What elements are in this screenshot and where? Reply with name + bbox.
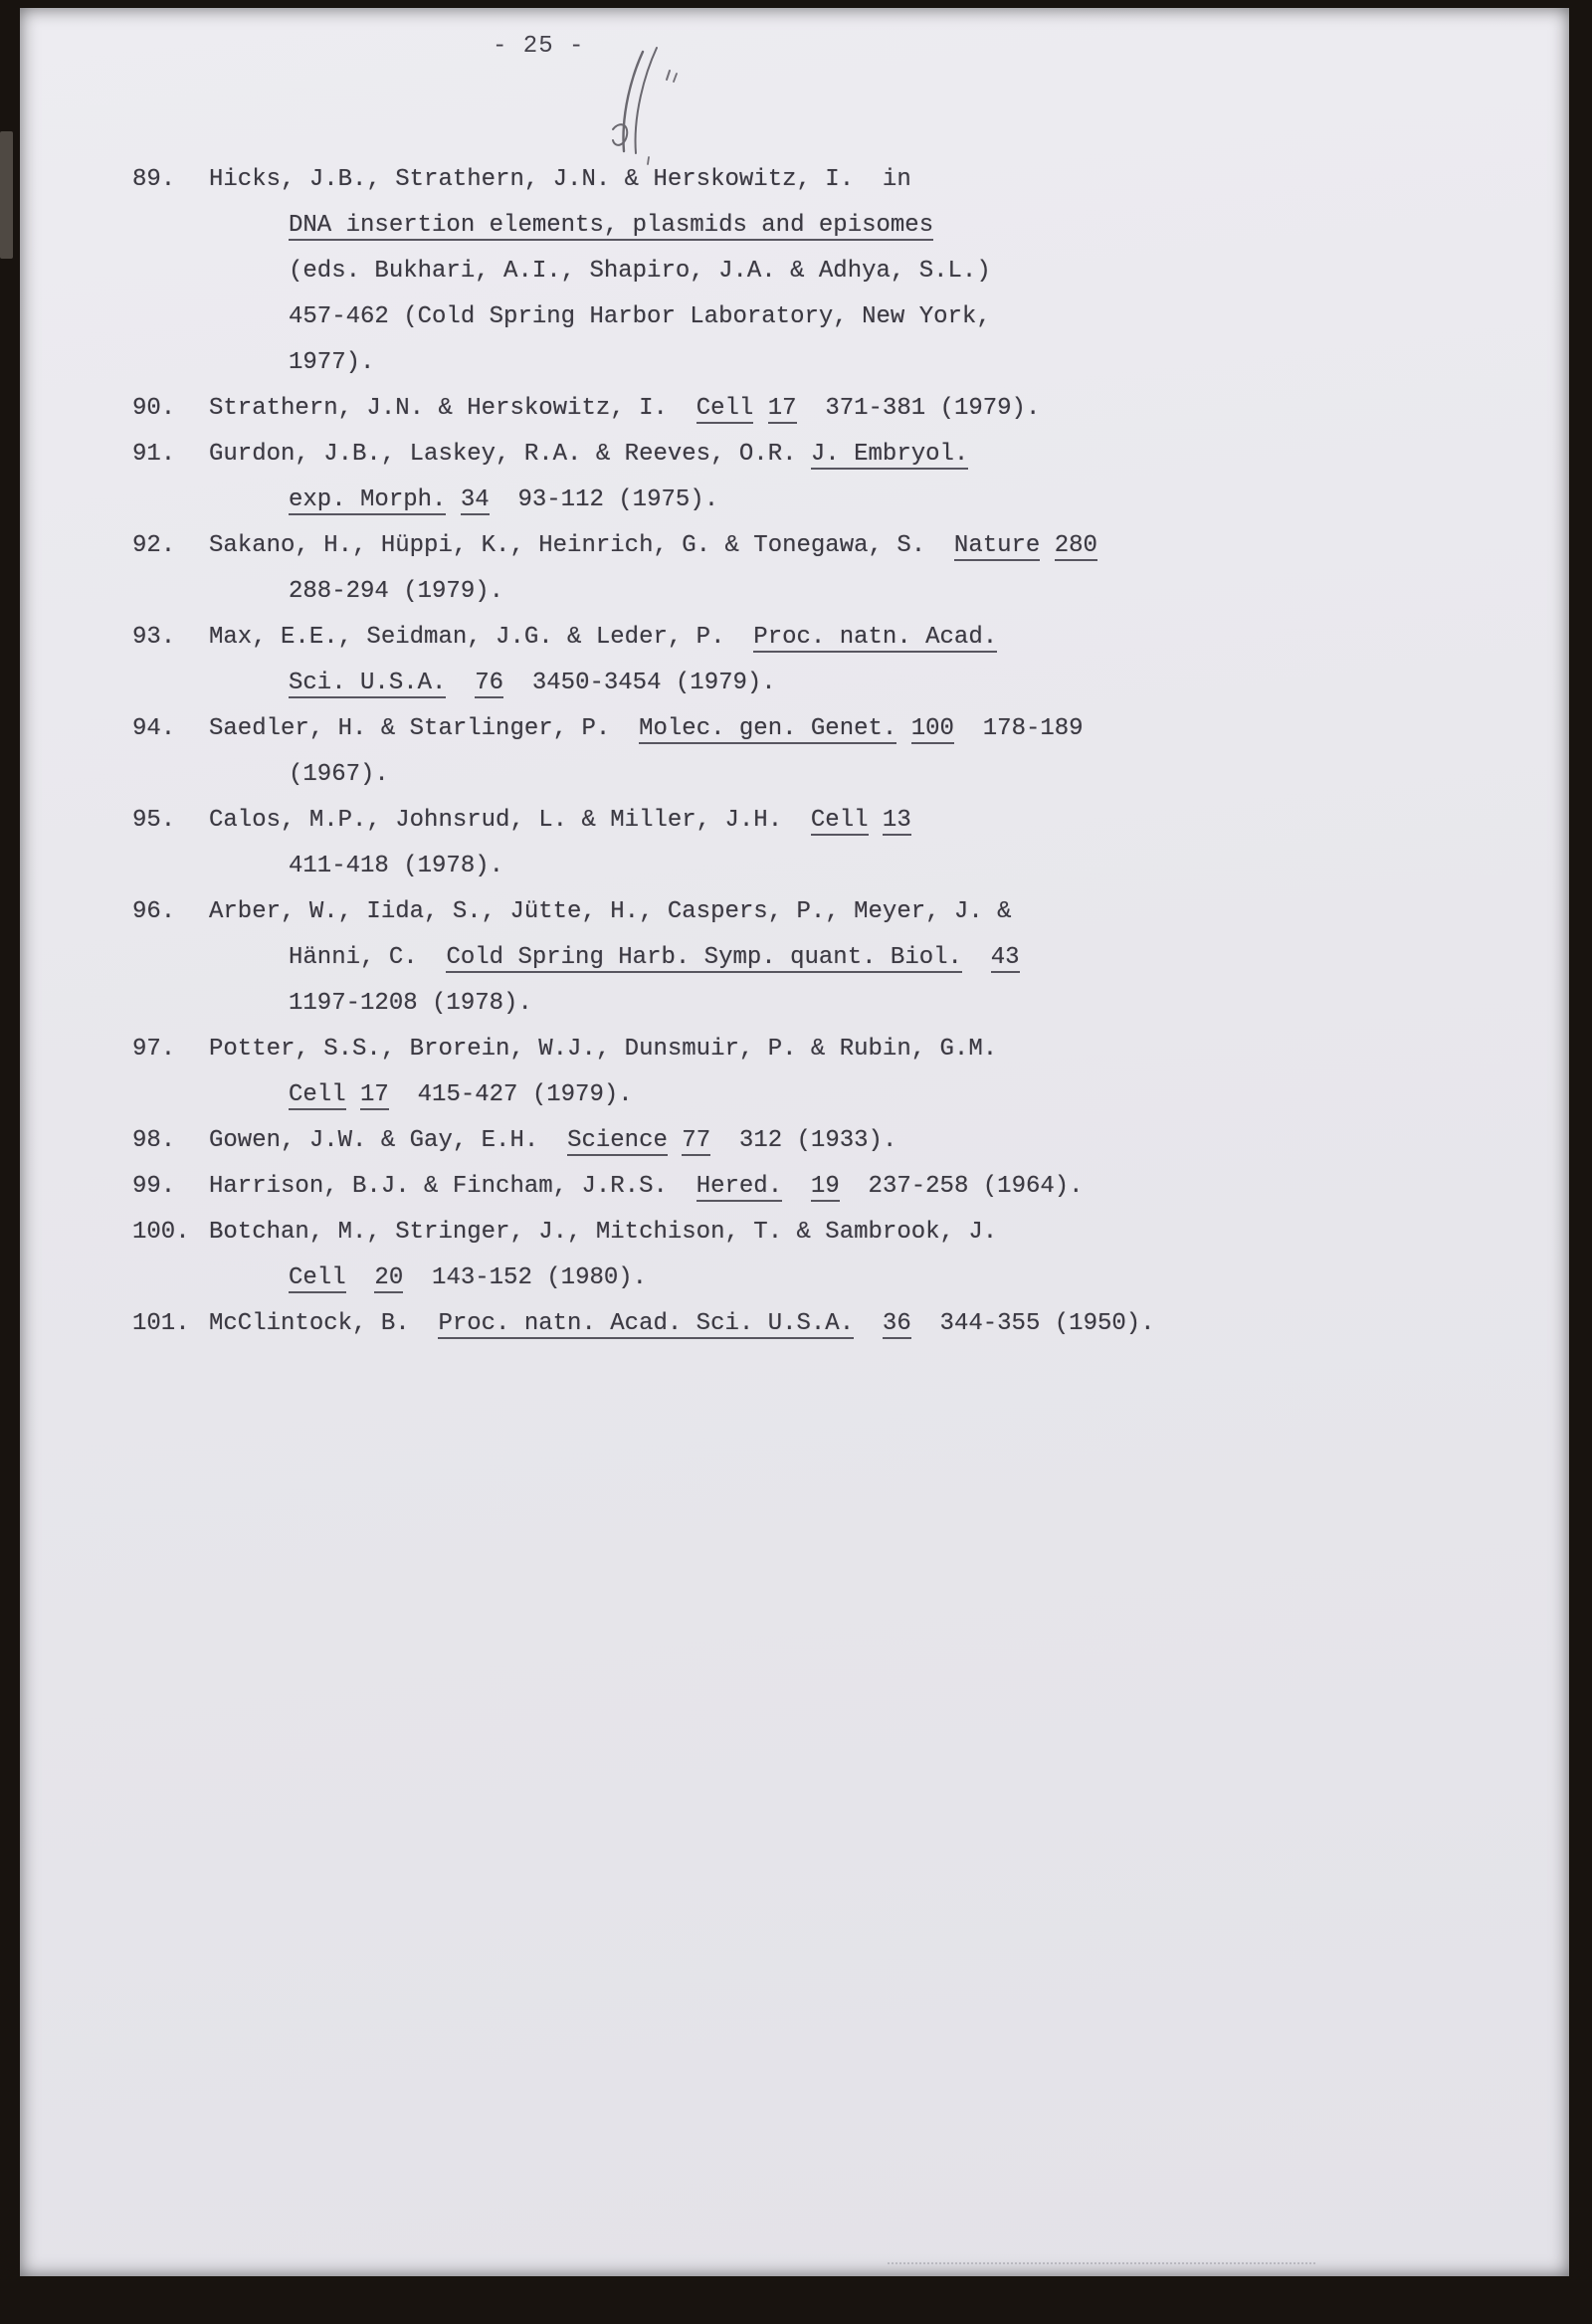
reference-item bbox=[132, 798, 1456, 889]
citation-text bbox=[753, 395, 767, 422]
reference-text bbox=[209, 523, 1456, 615]
citation-text bbox=[668, 1127, 682, 1154]
underlined-citation-text: Sci. U.S.A. bbox=[289, 670, 447, 696]
reference-line bbox=[209, 386, 1456, 432]
reference-line bbox=[209, 478, 1456, 523]
underlined-citation-text: 280 bbox=[1054, 532, 1097, 559]
reference-number: 92. bbox=[132, 532, 176, 559]
reference-item bbox=[132, 386, 1456, 432]
reference-number: 94. bbox=[132, 715, 176, 742]
reference-line bbox=[209, 340, 1456, 386]
citation-text: 178-189 bbox=[953, 715, 1084, 742]
underlined-citation-text: Proc. natn. Acad. Sci. U.S.A. bbox=[438, 1310, 855, 1337]
reference-line bbox=[209, 1164, 1456, 1210]
underlined-citation-text: Science bbox=[567, 1127, 668, 1154]
underlined-citation-text: Cell bbox=[289, 1264, 346, 1291]
reference-line bbox=[209, 432, 1456, 478]
reference-item bbox=[132, 157, 1456, 386]
reference-number: 95. bbox=[132, 807, 176, 834]
reference-number: 91. bbox=[132, 441, 176, 468]
reference-text bbox=[209, 1118, 1456, 1164]
reference-line bbox=[209, 294, 1456, 340]
citation-text bbox=[869, 807, 883, 834]
underlined-citation-text: 77 bbox=[682, 1127, 711, 1154]
scan-artifact-line bbox=[888, 2262, 1315, 2264]
reference-line bbox=[209, 706, 1456, 752]
reference-line bbox=[209, 523, 1456, 569]
reference-line bbox=[209, 1072, 1456, 1118]
citation-text: 371-381 (1979). bbox=[796, 395, 1041, 422]
underlined-citation-text: Cell bbox=[289, 1081, 346, 1108]
reference-line bbox=[209, 249, 1456, 294]
reference-item bbox=[132, 1027, 1456, 1118]
reference-line bbox=[209, 569, 1456, 615]
citation-text bbox=[896, 715, 910, 742]
document-page bbox=[20, 8, 1569, 2276]
citation-text bbox=[346, 1264, 375, 1291]
reference-item bbox=[132, 889, 1456, 1027]
citation-text: 288-294 (1979). bbox=[289, 578, 504, 605]
citation-text: 344-355 (1950). bbox=[910, 1310, 1155, 1337]
reference-line bbox=[209, 157, 1456, 203]
reference-line bbox=[209, 752, 1456, 798]
citation-text: 312 (1933). bbox=[710, 1127, 897, 1154]
citation-text: Sakano, H., Hüppi, K., Heinrich, G. & Tonegawa, S. bbox=[209, 532, 954, 559]
citation-text: Potter, S.S., Brorein, W.J., Dunsmuir, P. & Rubin, G.M. bbox=[209, 1036, 998, 1063]
underlined-citation-text: 34 bbox=[460, 486, 490, 513]
underlined-citation-text: Cold Spring Harb. Symp. quant. Biol. bbox=[446, 944, 962, 971]
underlined-citation-text: Molec. gen. Genet. bbox=[639, 715, 897, 742]
citation-text: (1967). bbox=[289, 761, 389, 788]
underlined-citation-text: exp. Morph. bbox=[289, 486, 447, 513]
reference-line bbox=[209, 844, 1456, 889]
citation-text: Harrison, B.J. & Fincham, J.R.S. bbox=[209, 1173, 696, 1200]
citation-text: Strathern, J.N. & Herskowitz, I. bbox=[209, 395, 696, 422]
reference-line bbox=[209, 1301, 1456, 1347]
citation-text: 237-258 (1964). bbox=[839, 1173, 1084, 1200]
citation-text: Gowen, J.W. & Gay, E.H. bbox=[209, 1127, 568, 1154]
citation-text bbox=[854, 1310, 883, 1337]
citation-text bbox=[346, 1081, 360, 1108]
reference-line bbox=[209, 981, 1456, 1027]
references-list bbox=[132, 157, 1456, 1347]
reference-text bbox=[209, 1027, 1456, 1118]
underlined-citation-text: 17 bbox=[360, 1081, 389, 1108]
reference-line bbox=[209, 889, 1456, 935]
reference-item bbox=[132, 1210, 1456, 1301]
citation-text: Saedler, H. & Starlinger, P. bbox=[209, 715, 640, 742]
reference-text bbox=[209, 615, 1456, 706]
reference-number: 99. bbox=[132, 1173, 176, 1200]
reference-text bbox=[209, 1164, 1456, 1210]
tape-mark bbox=[0, 131, 13, 259]
reference-line bbox=[209, 661, 1456, 706]
reference-number: 89. bbox=[132, 166, 176, 193]
reference-number: 101. bbox=[132, 1310, 190, 1337]
citation-text: 3450-3454 (1979). bbox=[503, 670, 776, 696]
reference-text bbox=[209, 432, 1456, 523]
reference-text bbox=[209, 798, 1456, 889]
citation-text: Calos, M.P., Johnsrud, L. & Miller, J.H. bbox=[209, 807, 811, 834]
citation-text: 143-152 (1980). bbox=[403, 1264, 648, 1291]
underlined-citation-text: 100 bbox=[910, 715, 954, 742]
reference-line bbox=[209, 203, 1456, 249]
underlined-citation-text: Nature bbox=[953, 532, 1041, 559]
citation-text: 411-418 (1978). bbox=[289, 853, 504, 879]
reference-item bbox=[132, 1301, 1456, 1347]
reference-text bbox=[209, 386, 1456, 432]
citation-text bbox=[446, 486, 460, 513]
reference-text bbox=[209, 1210, 1456, 1301]
page-number: - 25 - bbox=[493, 33, 585, 60]
reference-number: 97. bbox=[132, 1036, 176, 1063]
underlined-citation-text: 36 bbox=[882, 1310, 911, 1337]
citation-text: Gurdon, J.B., Laskey, R.A. & Reeves, O.R. bbox=[209, 441, 811, 468]
reference-number: 98. bbox=[132, 1127, 176, 1154]
reference-text bbox=[209, 1301, 1456, 1347]
reference-number: 96. bbox=[132, 898, 176, 925]
underlined-citation-text: 19 bbox=[810, 1173, 840, 1200]
underlined-citation-text: Cell bbox=[696, 395, 754, 422]
citation-text: 1977). bbox=[289, 349, 375, 376]
citation-text: Hicks, J.B., Strathern, J.N. & Herskowitz, I. in bbox=[209, 166, 911, 193]
reference-text bbox=[209, 706, 1456, 798]
reference-item bbox=[132, 706, 1456, 798]
reference-line bbox=[209, 1118, 1456, 1164]
underlined-citation-text: Proc. natn. Acad. bbox=[753, 624, 998, 651]
underlined-citation-text: 13 bbox=[882, 807, 911, 834]
underlined-citation-text: J. Embryol. bbox=[810, 441, 969, 468]
citation-text: Arber, W., Iida, S., Jütte, H., Caspers, P., Meyer, J. & bbox=[209, 898, 1012, 925]
citation-text: Hänni, C. bbox=[289, 944, 447, 971]
reference-line bbox=[209, 935, 1456, 981]
citation-text bbox=[446, 670, 475, 696]
reference-number: 90. bbox=[132, 395, 176, 422]
reference-item bbox=[132, 615, 1456, 706]
citation-text: 415-427 (1979). bbox=[388, 1081, 633, 1108]
citation-text: McClintock, B. bbox=[209, 1310, 439, 1337]
underlined-citation-text: 76 bbox=[475, 670, 504, 696]
underlined-citation-text: Hered. bbox=[696, 1173, 783, 1200]
reference-line bbox=[209, 1027, 1456, 1072]
citation-text: 93-112 (1975). bbox=[489, 486, 719, 513]
underlined-citation-text: Cell bbox=[810, 807, 869, 834]
pen-scribble-icon bbox=[577, 46, 696, 165]
reference-item bbox=[132, 1164, 1456, 1210]
reference-number: 100. bbox=[132, 1219, 190, 1246]
citation-text: (eds. Bukhari, A.I., Shapiro, J.A. & Adhya, S.L.) bbox=[289, 258, 991, 285]
reference-line bbox=[209, 798, 1456, 844]
reference-item bbox=[132, 523, 1456, 615]
reference-text bbox=[209, 889, 1456, 1027]
underlined-citation-text: 43 bbox=[990, 944, 1020, 971]
citation-text: Max, E.E., Seidman, J.G. & Leder, P. bbox=[209, 624, 754, 651]
underlined-citation-text: 17 bbox=[767, 395, 797, 422]
reference-number: 93. bbox=[132, 624, 176, 651]
citation-text: 457-462 (Cold Spring Harbor Laboratory, New York, bbox=[289, 303, 991, 330]
citation-text bbox=[782, 1173, 811, 1200]
reference-item bbox=[132, 432, 1456, 523]
reference-line bbox=[209, 1256, 1456, 1301]
citation-text bbox=[962, 944, 991, 971]
reference-text bbox=[209, 157, 1456, 386]
citation-text: Botchan, M., Stringer, J., Mitchison, T. & Sambrook, J. bbox=[209, 1219, 998, 1246]
citation-text bbox=[1040, 532, 1054, 559]
reference-item bbox=[132, 1118, 1456, 1164]
reference-line bbox=[209, 1210, 1456, 1256]
underlined-citation-text: 20 bbox=[374, 1264, 404, 1291]
citation-text: 1197-1208 (1978). bbox=[289, 990, 532, 1017]
underlined-citation-text: DNA insertion elements, plasmids and episomes bbox=[289, 212, 934, 239]
reference-line bbox=[209, 615, 1456, 661]
